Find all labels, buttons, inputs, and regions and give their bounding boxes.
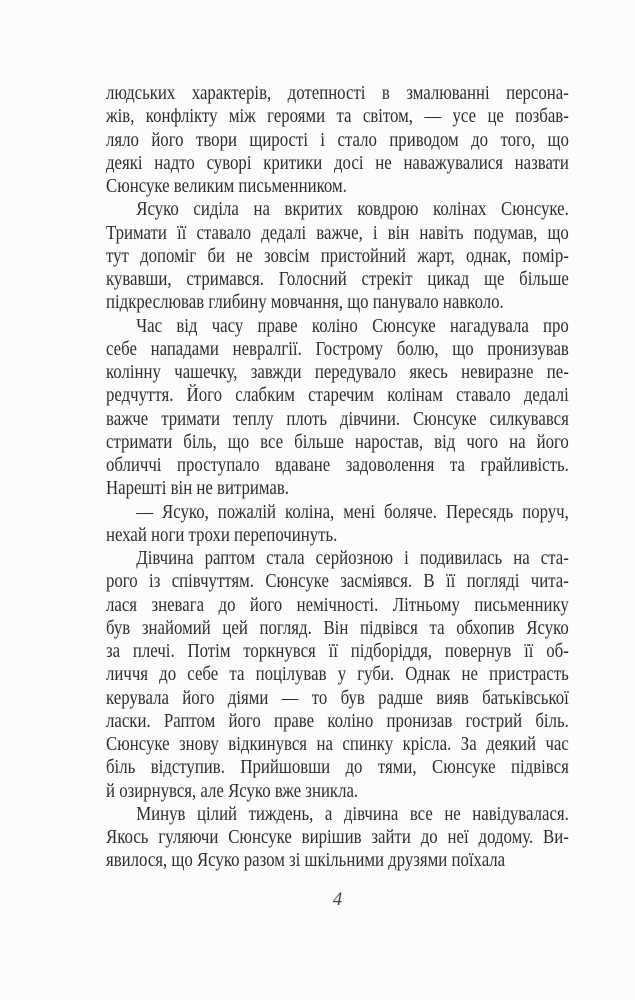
text-line: колінну чашечку, завжди передувало якесь невиразне пе-: [106, 361, 569, 383]
text-line: тут допоміг би не зовсім пристойний жарт, однак, помір-: [106, 244, 569, 267]
text-line: — Ясуко, пожалій коліна, мені боляче. Пересядь поруч,: [136, 500, 569, 523]
text-line: біль відступив. Прийшовши до тями, Сюнсуке підвівся: [106, 756, 569, 779]
text-line: деякі надто суворі критики досі не наважувалися назвати: [106, 151, 569, 174]
text-line: явилося, що Ясуко разом зі шкільними друзями поїхала: [106, 849, 506, 872]
text-line: й озирнувся, але Ясуко вже зникла.: [106, 779, 359, 802]
text-line: Сюнсуке знову відкинувся на спинку крісла. За деякий час: [106, 733, 569, 755]
text-line: ласки. Раптом його праве коліно пронизав гострий біль.: [106, 709, 569, 732]
text-line: редчуття. Його слабким старечим колінам ставало дедалі: [106, 384, 569, 407]
text-line: Дівчина раптом стала серйозною і подивилась на ста-: [136, 547, 569, 569]
page-text: [106, 82, 569, 873]
text-line: був знайомий цей погляд. Він підвівся та обхопив Ясуко: [106, 616, 569, 639]
text-line: жів, конфлікту між героями та світом, — усе це позбав-: [106, 105, 569, 128]
text-line: рого із співчуттям. Сюнсуке засміявся. В її погляді чита-: [106, 570, 569, 593]
text-line: за плечі. Потім торкнувся її підборіддя, повернув її об-: [106, 640, 569, 662]
text-line: кувавши, стримався. Голосний стрекіт цикад ще більше: [106, 268, 569, 290]
text-line: себе нападами невралгії. Гострому болю, що пронизував: [106, 337, 569, 360]
text-line: Ясуко сиділа на вкритих ковдрою колінах Сюнсуке.: [136, 198, 569, 221]
text-line: керувала його діями — то був радше вияв батьківської: [106, 686, 569, 709]
text-line: підкреслював глибину мовчання, що панувало навколо.: [106, 291, 504, 314]
page-number: 4: [332, 889, 343, 910]
text-line: стримати біль, що все більше наростав, від чого на його: [106, 430, 569, 453]
text-line: Час від часу праве коліно Сюнсуке нагадувала про: [136, 314, 569, 337]
text-line: нехай ноги трохи перепочинуть.: [106, 523, 338, 546]
text-line: Нарешті він не витримав.: [106, 477, 290, 500]
text-line: важче тримати теплу плоть дівчини. Сюнсуке силкувався: [106, 407, 569, 430]
text-line: Якось гуляючи Сюнсуке вирішив зайти до неї додому. Ви-: [106, 826, 569, 848]
text-line: Тримати її ставало дедалі важче, і він навіть подумав, що: [106, 221, 569, 244]
text-line: людських характерів, дотепності в змалюванні персона-: [106, 82, 569, 104]
text-line: обличчі проступало вдаване задоволення та грайливість.: [106, 454, 569, 476]
text-line: ляло його твори щирості і стало приводом до того, що: [106, 128, 569, 151]
text-line: личчя до себе та поцілував у губи. Однак не пристрасть: [106, 663, 569, 686]
text-line: Сюнсуке великим письменником.: [106, 175, 347, 197]
text-line: Минув цілий тиждень, а дівчина все не навідувалася.: [136, 802, 569, 825]
text-line: лася зневага до його немічності. Літньому письменнику: [106, 593, 569, 616]
